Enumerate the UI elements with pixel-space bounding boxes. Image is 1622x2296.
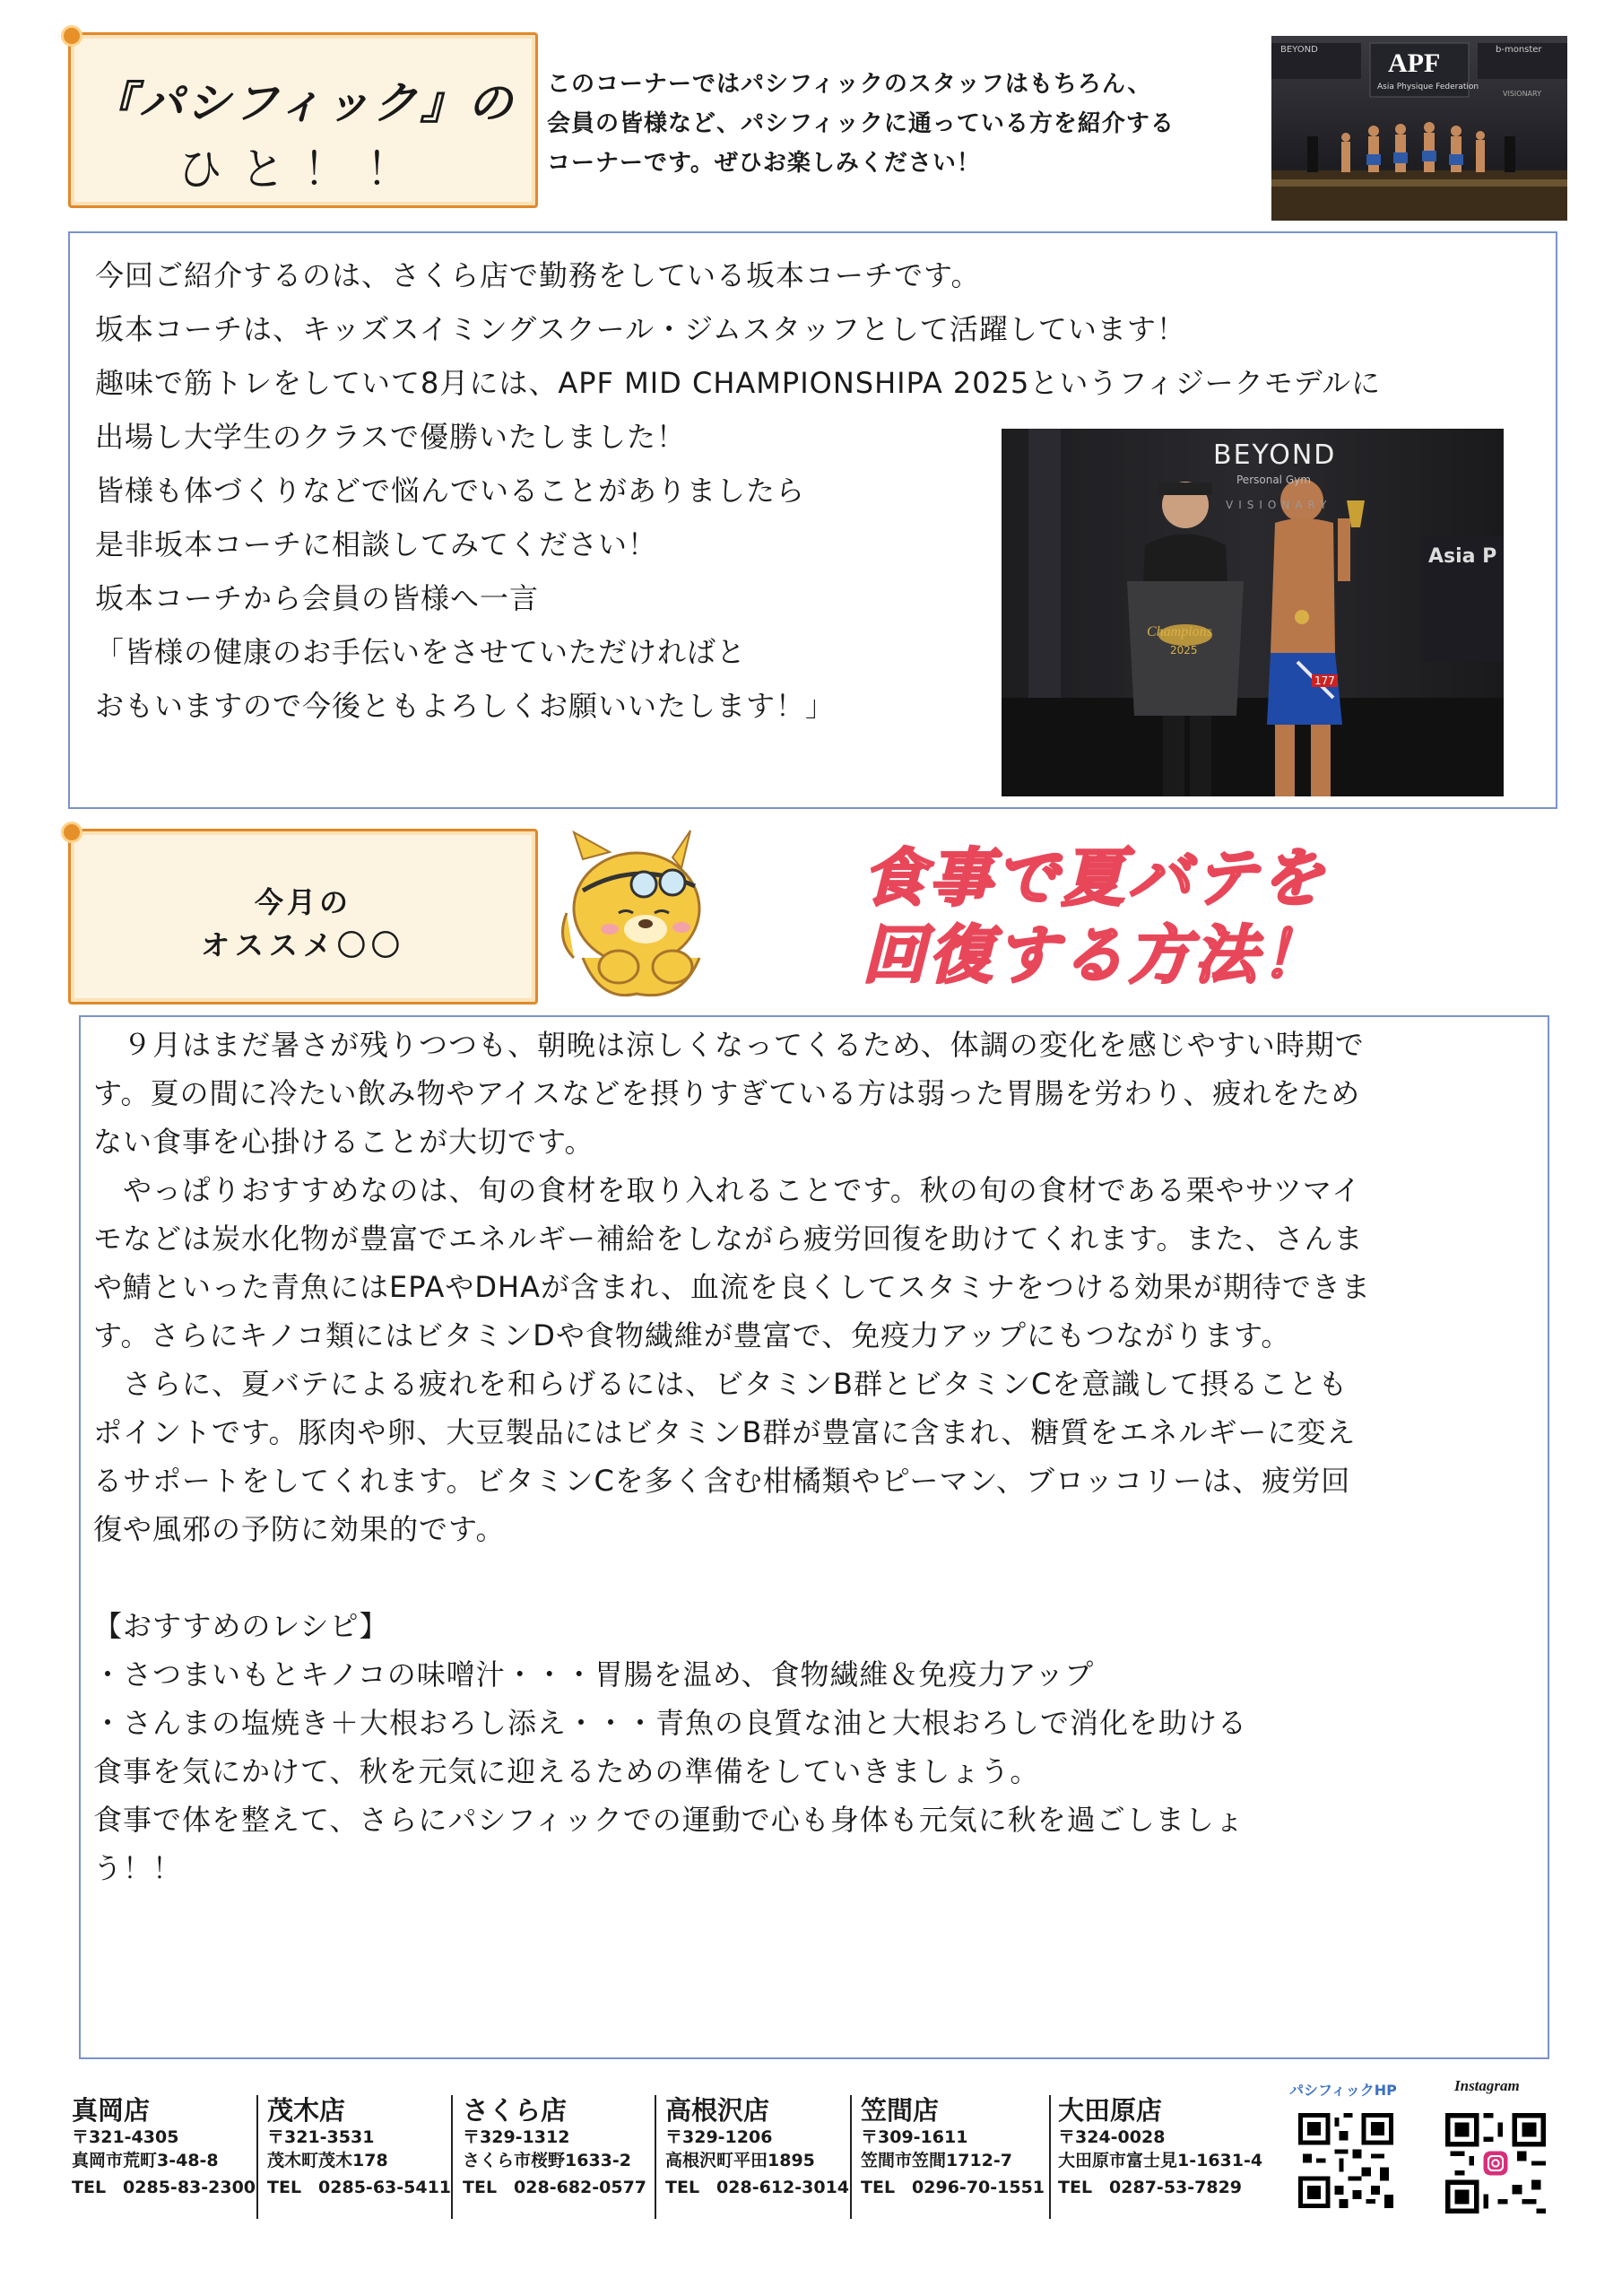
store-name: さくら店 — [463, 2095, 568, 2126]
article-line: や鯖といった青魚にはEPAやDHAが含まれ、血流を良くしてスタミナをつける効果が期待できま — [93, 1270, 1371, 1304]
sponsor-text: BEYOND — [1280, 45, 1318, 55]
headline — [863, 839, 1490, 994]
article-line: ポイントです。豚肉や卵、大豆製品にはビタミンB群が豊富に含まれ、糖質をエネルギーに変え — [93, 1415, 1357, 1449]
store-tel: TEL 028-682-0577 — [463, 2178, 647, 2197]
qr-code-icon — [1298, 2113, 1393, 2208]
headline-line1: 食事で夏バテを — [863, 841, 1327, 915]
store-divider — [655, 2095, 656, 2219]
store-divider — [256, 2095, 258, 2219]
pin-icon — [64, 824, 80, 840]
article-text — [93, 1021, 1371, 1892]
hp-qr-label: パシフィックHP — [1289, 2082, 1397, 2099]
corner-intro — [547, 65, 1264, 183]
store-name: 茂木店 — [267, 2095, 346, 2126]
store-tel: TEL 028-612-3014 — [665, 2178, 850, 2197]
profile-line: おもいますので今後ともよろしくお願いいたします！」 — [95, 689, 836, 723]
mascot-illustration — [547, 823, 717, 1003]
profile-line: 坂本コーチから会員の皆様へ一言 — [95, 581, 540, 615]
store-tel: TEL 0285-83-2300 — [72, 2178, 256, 2197]
tshirt-text: Champions — [1147, 624, 1212, 639]
profile-line: 是非坂本コーチに相談してみてください！ — [95, 527, 658, 561]
article-line: るサポートをしてくれます。ビタミンCを多く含む柑橘類やピーマン、ブロッコリーは、疲労回 — [93, 1464, 1351, 1498]
corner-title-line2: ひと！！ — [178, 144, 429, 196]
recipe-heading: 【おすすめのレシピ】 — [93, 1609, 389, 1643]
article-line: 復や風邪の予防に効果的です。 — [93, 1512, 506, 1546]
recommend-label-line2: オススメ〇〇 — [201, 928, 405, 962]
tshirt-year: 2025 — [1170, 644, 1198, 657]
wall-text: VISIONARY — [1226, 499, 1332, 511]
wall-right-text: Asia P — [1428, 545, 1497, 568]
recommend-label-line1: 今月の — [254, 885, 351, 919]
store-name: 高根沢店 — [665, 2095, 770, 2126]
store-list — [72, 2095, 1291, 2221]
article-line: す。さらにキノコ類にはビタミンDや食物繊維が豊富で、免疫力アップにもつながります。 — [93, 1318, 1291, 1352]
store-divider — [451, 2095, 453, 2219]
article-line: 食事を気にかけて、秋を元気に迎えるための準備をしていきましょう。 — [93, 1754, 1040, 1788]
article-blank-line — [93, 1553, 1371, 1602]
instagram-qr-code[interactable] — [1445, 2113, 1546, 2213]
article-line: ない食事を心掛けることが大切です。 — [93, 1125, 594, 1159]
sponsor-text: VISIONARY — [1503, 90, 1541, 98]
corner-title-line1: 『パシフィック』の — [91, 77, 516, 129]
store-name: 大田原店 — [1058, 2095, 1163, 2126]
sponsor-text: b-monster — [1496, 45, 1542, 55]
profile-line: 趣味で筋トレをしていて8月には、APF MID CHAMPIONSHIPA 2025というフィジークモデルに — [95, 366, 1382, 400]
qr-code-icon — [1445, 2113, 1546, 2213]
store-zip: 〒329-1206 — [665, 2127, 773, 2147]
store-address: さくら市桜野1633-2 — [463, 2151, 631, 2170]
store-divider — [850, 2095, 852, 2219]
store-address: 真岡市荒町3-48-8 — [72, 2151, 219, 2170]
store-name: 笠間店 — [861, 2095, 940, 2126]
profile-line: 今回ご紹介するのは、さくら店で勤務をしている坂本コーチです。 — [95, 258, 981, 292]
store-address: 大田原市富士見1-1631-4 — [1058, 2151, 1263, 2170]
store-block — [665, 2095, 854, 2199]
recommend-label-frame — [68, 829, 538, 1004]
store-zip: 〒329-1312 — [463, 2127, 570, 2147]
article-line: う！！ — [93, 1851, 183, 1885]
store-zip: 〒324-0028 — [1058, 2127, 1166, 2147]
store-address: 茂木町茂木178 — [267, 2151, 388, 2170]
headline-line2: 回復する方法！ — [863, 918, 1327, 992]
corner-title-frame — [68, 32, 538, 208]
wall-brand-text: BEYOND — [1213, 439, 1337, 471]
profile-line: 坂本コーチは、キッズスイミングスクール・ジムスタッフとして活躍しています！ — [95, 312, 1186, 346]
pin-icon — [64, 28, 80, 44]
instagram-qr-label: Instagram — [1454, 2077, 1520, 2094]
store-address: 笠間市笠間1712-7 — [861, 2151, 1012, 2170]
store-zip: 〒321-3531 — [267, 2127, 375, 2147]
store-tel: TEL 0287-53-7829 — [1058, 2178, 1243, 2197]
store-block — [1058, 2095, 1291, 2199]
intro-line: 会員の皆様など、パシフィックに通っている方を紹介する — [547, 110, 1175, 137]
store-block — [861, 2095, 1049, 2199]
apf-banner-text: APF — [1388, 48, 1441, 78]
profile-line: 皆様も体づくりなどで悩んでいることがありましたら — [95, 474, 806, 508]
store-block — [463, 2095, 655, 2199]
mascot-icon — [547, 823, 717, 1003]
apf-banner-subtext: Asia Physique Federation — [1377, 83, 1479, 91]
store-zip: 〒321-4305 — [72, 2127, 179, 2147]
store-zip: 〒309-1611 — [861, 2127, 968, 2147]
profile-line: 「皆様の健康のお手伝いをさせていただければと — [95, 635, 747, 669]
article-line: 食事で体を整えて、さらにパシフィックでの運動で心も身体も元気に秋を過ごしましょ — [93, 1803, 1245, 1837]
intro-line: コーナーです。ぜひお楽しみください！ — [547, 150, 981, 177]
article-line: さらに、夏バテによる疲れを和らげるには、ビタミンB群とビタミンCを意識して摂ることも — [93, 1367, 1349, 1401]
recipe-item: ・さんまの塩焼き＋大根おろし添え・・・青魚の良質な油と大根おろしで消化を助ける — [93, 1706, 1248, 1740]
article-line: モなどは炭水化物が豊富でエネルギー補給をしながら疲労回復を助けてくれます。また、さんま — [93, 1222, 1364, 1256]
store-block — [267, 2095, 455, 2199]
profile-line: 出場し大学生のクラスで優勝いたしました！ — [95, 420, 687, 454]
store-block — [72, 2095, 260, 2199]
article-line: ９月はまだ暑さが残りつつも、朝晩は涼しくなってくるため、体調の変化を感じやすい時期で — [93, 1028, 1365, 1062]
hp-qr-code[interactable] — [1298, 2113, 1393, 2208]
article-line: やっぱりおすすめなのは、旬の食材を取り入れることです。秋の旬の食材である栗やサツマイ — [93, 1173, 1362, 1207]
store-address: 高根沢町平田1895 — [665, 2151, 815, 2170]
coach-award-photo — [1002, 429, 1504, 796]
recipe-item: ・さつまいもとキノコの味噌汁・・・胃腸を温め、食物繊維＆免疫力アップ — [93, 1657, 1095, 1692]
competitor-number: 177 — [1312, 674, 1338, 687]
intro-line: このコーナーではパシフィックのスタッフはもちろん、 — [547, 71, 1152, 98]
wall-brand-subtext: Personal Gym — [1236, 474, 1311, 486]
store-divider — [1049, 2095, 1051, 2219]
store-name: 真岡店 — [72, 2095, 151, 2126]
store-tel: TEL 0285-63-5411 — [267, 2178, 452, 2197]
article-line: す。夏の間に冷たい飲み物やアイスなどを摂りすぎている方は弱った胃腸を労わり、疲れをため — [93, 1076, 1361, 1110]
store-tel: TEL 0296-70-1551 — [861, 2178, 1045, 2197]
competition-stage-photo — [1271, 36, 1567, 221]
